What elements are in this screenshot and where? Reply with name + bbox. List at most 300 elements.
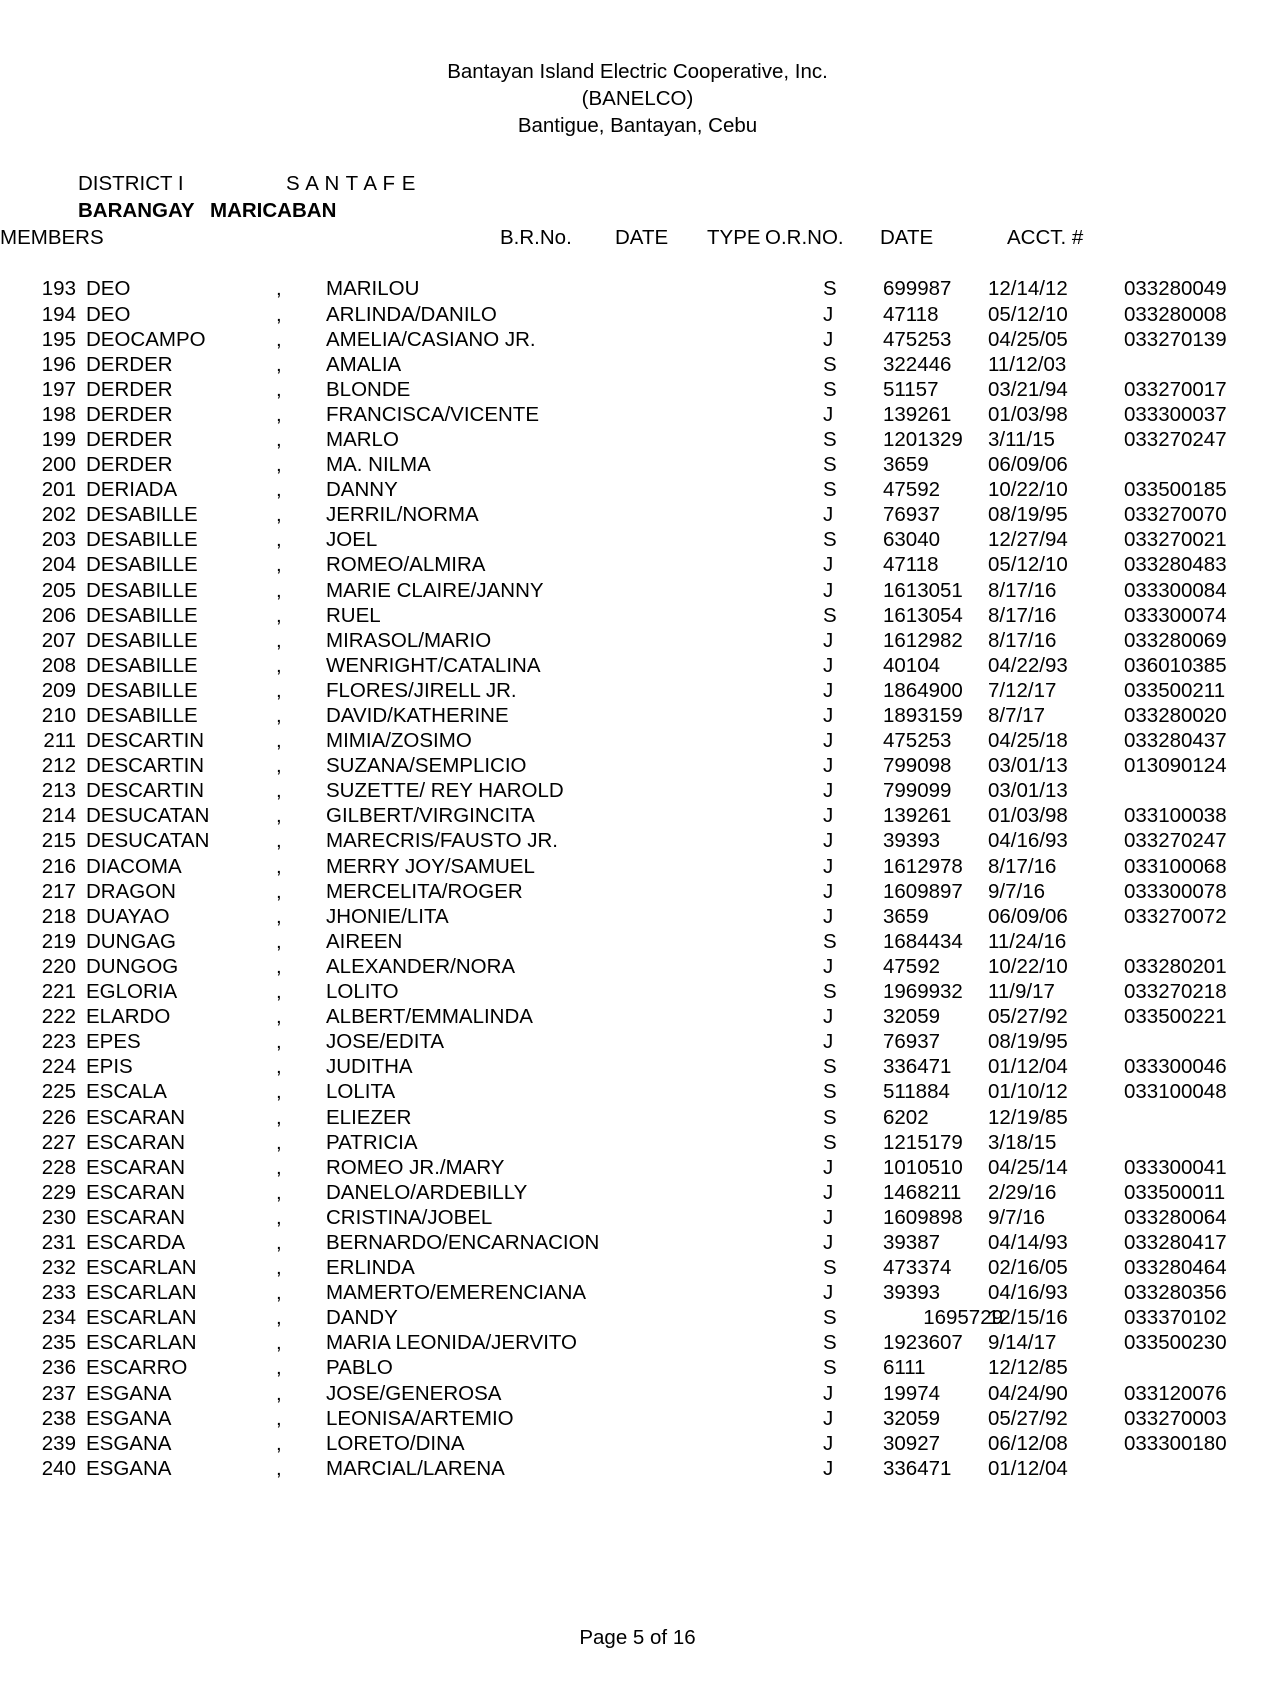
row-or-date: 8/17/16 [988,578,1057,602]
row-or-date: 01/03/98 [988,402,1068,426]
row-orno: 1612982 [883,628,963,652]
row-orno: 30927 [883,1431,941,1455]
row-number: 231 [41,1230,76,1254]
row-number: 218 [41,904,76,928]
row-orno: 47592 [883,478,941,502]
row-or-date: 01/12/04 [988,1055,1068,1079]
row-last-name: DESCARTIN [86,754,205,778]
row-separator: , [276,1456,282,1480]
row-orno: 336471 [883,1456,952,1480]
row-acct: 033300041 [1124,1155,1227,1179]
row-last-name: ESGANA [86,1381,172,1405]
row-or-date: 12/27/94 [988,528,1068,552]
row-first-name: DANDY [326,1306,398,1330]
company-name: Bantayan Island Electric Cooperative, Inc. [447,60,828,83]
row-or-date: 11/9/17 [988,980,1055,1004]
row-type: S [823,1130,837,1154]
row-or-date: 05/27/92 [988,1406,1068,1430]
table-row [38,1156,1275,1181]
row-separator: , [276,980,282,1004]
row-separator: , [276,1005,282,1029]
row-first-name: MARECRIS/FAUSTO JR. [326,829,558,853]
row-separator: , [276,628,282,652]
row-first-name: ROMEO/ALMIRA [326,553,486,577]
row-orno: 475253 [883,327,952,351]
table-row [38,1181,1275,1206]
row-type: S [823,352,837,376]
members-table [0,277,1275,1482]
table-row [38,779,1275,804]
row-first-name: PABLO [326,1356,393,1380]
row-last-name: DRAGON [86,879,176,903]
row-last-name: ESGANA [86,1406,172,1430]
row-acct: 033270139 [1124,327,1227,351]
row-first-name: ELIEZER [326,1105,412,1129]
row-separator: , [276,327,282,351]
row-type: S [823,1055,837,1079]
row-first-name: AMELIA/CASIANO JR. [326,327,536,351]
row-acct: 033100068 [1124,854,1227,878]
row-last-name: ESCARLAN [86,1256,197,1280]
column-header-orno: O.R.NO. [765,226,844,250]
row-first-name: AMALIA [326,352,402,376]
row-first-name: RUEL [326,603,381,627]
table-row [38,1206,1275,1231]
row-acct: 013090124 [1124,754,1227,778]
row-acct: 033280064 [1124,1205,1227,1229]
row-type: J [823,1431,834,1455]
row-first-name: MARCIAL/LARENA [326,1456,505,1480]
row-orno: 1893159 [883,704,963,728]
row-orno: 699987 [883,277,952,301]
company-address: Bantigue, Bantayan, Cebu [517,114,758,138]
row-type: J [823,402,834,426]
row-type: S [823,1256,837,1280]
row-number: 238 [41,1406,76,1430]
row-or-date: 01/12/04 [988,1456,1068,1480]
row-or-date: 04/25/14 [988,1155,1068,1179]
row-last-name: EGLORIA [86,980,178,1004]
row-number: 233 [41,1281,76,1305]
row-number: 237 [41,1381,76,1405]
row-type: S [823,377,837,401]
row-orno: 1215179 [883,1130,963,1154]
table-row [38,428,1275,453]
row-first-name: ALEXANDER/NORA [326,954,516,978]
table-row [38,804,1275,829]
row-type: J [823,578,834,602]
table-row [38,453,1275,478]
row-type: S [823,1105,837,1129]
row-last-name: EPES [86,1030,141,1054]
row-first-name: WENRIGHT/CATALINA [326,653,541,677]
row-orno: 1612978 [883,854,963,878]
table-row [38,1030,1275,1055]
row-last-name: ESCARLAN [86,1281,197,1305]
row-orno: 139261 [883,804,952,828]
table-row [38,403,1275,428]
table-row [38,1306,1275,1331]
row-type: J [823,879,834,903]
row-number: 220 [41,954,76,978]
row-or-date: 04/14/93 [988,1230,1068,1254]
table-row [38,980,1275,1005]
row-acct: 033270021 [1124,528,1227,552]
company-acronym: (BANELCO) [581,87,694,111]
table-row [38,930,1275,955]
row-or-date: 04/22/93 [988,653,1068,677]
row-last-name: ESCARDA [86,1230,186,1254]
row-number: 194 [41,302,76,326]
row-type: S [823,1080,837,1104]
row-first-name: FLORES/JIRELL JR. [326,678,517,702]
row-separator: , [276,1281,282,1305]
row-number: 230 [41,1205,76,1229]
row-type: S [823,453,837,477]
row-type: S [823,277,837,301]
column-header-type: TYPE [707,226,761,250]
table-row [38,604,1275,629]
row-acct: 036010385 [1124,653,1227,677]
row-or-date: 03/01/13 [988,754,1068,778]
row-type: J [823,954,834,978]
row-type: J [823,1381,834,1405]
row-type: J [823,653,834,677]
table-row [38,303,1275,328]
row-orno: 511884 [883,1080,950,1104]
row-separator: , [276,754,282,778]
barangay-name: MARICABAN [210,198,337,222]
row-acct: 033300046 [1124,1055,1227,1079]
row-last-name: DESCARTIN [86,779,205,803]
row-type: J [823,302,834,326]
row-type: J [823,1205,834,1229]
row-separator: , [276,1030,282,1054]
table-row [38,1382,1275,1407]
row-number: 235 [41,1331,76,1355]
row-separator: , [276,553,282,577]
row-type: J [823,1005,834,1029]
row-orno: 6202 [883,1105,929,1129]
row-number: 217 [41,879,76,903]
row-acct: 033280356 [1124,1281,1227,1305]
row-or-date: 02/16/05 [988,1256,1068,1280]
row-type: S [823,528,837,552]
row-orno: 19974 [883,1381,941,1405]
row-number: 208 [41,653,76,677]
table-row [38,955,1275,980]
row-or-date: 10/22/10 [988,478,1068,502]
row-number: 210 [41,704,76,728]
row-separator: , [276,1406,282,1430]
row-number: 193 [41,277,76,301]
row-last-name: DESABILLE [86,704,198,728]
row-orno: 799098 [883,754,952,778]
row-separator: , [276,653,282,677]
row-number: 204 [41,553,76,577]
row-first-name: MARLO [326,427,399,451]
table-row [38,1356,1275,1381]
row-type: J [823,628,834,652]
row-orno: 1864900 [883,678,963,702]
row-acct: 033300078 [1124,879,1227,903]
row-first-name: MARIE CLAIRE/JANNY [326,578,544,602]
row-separator: , [276,1306,282,1330]
row-separator: , [276,1331,282,1355]
row-first-name: JOSE/GENEROSA [326,1381,502,1405]
row-type: S [823,603,837,627]
row-or-date: 08/19/95 [988,1030,1068,1054]
row-last-name: ELARDO [86,1005,171,1029]
row-orno: 336471 [883,1055,952,1079]
row-type: S [823,478,837,502]
row-acct: 033500185 [1124,478,1227,502]
table-row [38,880,1275,905]
table-row [38,729,1275,754]
row-type: S [823,929,837,953]
row-or-date: 01/03/98 [988,804,1068,828]
column-header-date-or: DATE [880,226,934,250]
row-or-date: 9/14/17 [988,1331,1057,1355]
row-first-name: JERRIL/NORMA [326,503,479,527]
row-number: 216 [41,854,76,878]
row-or-date: 01/10/12 [988,1080,1068,1104]
row-acct: 033280464 [1124,1256,1227,1280]
row-type: J [823,1030,834,1054]
row-orno: 799099 [883,779,952,803]
row-orno: 6111 [883,1356,926,1380]
row-last-name: EPIS [86,1055,133,1079]
row-or-date: 8/17/16 [988,603,1057,627]
row-or-date: 04/16/93 [988,1281,1068,1305]
row-first-name: LOLITO [326,980,399,1004]
row-or-date: 7/12/17 [988,678,1057,702]
row-last-name: ESCALA [86,1080,167,1104]
table-row [38,629,1275,654]
row-or-date: 3/11/15 [988,427,1055,451]
row-first-name: LOLITA [326,1080,396,1104]
table-row [38,503,1275,528]
row-acct: 033270017 [1124,377,1227,401]
row-separator: , [276,1080,282,1104]
row-orno: 1684434 [883,929,963,953]
row-or-date: 9/7/16 [988,1205,1045,1229]
row-first-name: FRANCISCA/VICENTE [326,402,539,426]
row-last-name: DESCARTIN [86,729,205,753]
row-separator: , [276,1155,282,1179]
row-or-date: 05/27/92 [988,1005,1068,1029]
row-first-name: ERLINDA [326,1256,415,1280]
row-separator: , [276,729,282,753]
row-last-name: ESGANA [86,1456,172,1480]
row-orno: 39387 [883,1230,941,1254]
row-or-date: 04/24/90 [988,1381,1068,1405]
row-number: 205 [41,578,76,602]
table-row [38,1055,1275,1080]
row-or-date: 8/17/16 [988,628,1057,652]
column-header-brno: B.R.No. [500,226,572,250]
row-or-date: 06/12/08 [988,1431,1068,1455]
row-acct: 033500011 [1124,1180,1226,1204]
row-type: J [823,829,834,853]
row-last-name: DESABILLE [86,603,198,627]
row-first-name: SUZANA/SEMPLICIO [326,754,527,778]
row-type: J [823,1406,834,1430]
row-number: 239 [41,1431,76,1455]
row-last-name: ESCARAN [86,1180,186,1204]
row-orno: 47118 [883,553,939,577]
row-last-name: DIACOMA [86,854,182,878]
row-number: 202 [41,503,76,527]
row-number: 197 [41,377,76,401]
barangay-label: BARANGAY [78,198,195,222]
row-separator: , [276,678,282,702]
row-acct: 033280049 [1124,277,1227,301]
row-first-name: LEONISA/ARTEMIO [326,1406,514,1430]
row-acct: 033120076 [1124,1381,1227,1405]
row-orno: 51157 [883,377,939,401]
table-row [38,1231,1275,1256]
row-or-date: 9/7/16 [988,879,1045,903]
row-separator: , [276,879,282,903]
row-or-date: 11/12/03 [988,352,1067,376]
row-type: J [823,904,834,928]
row-or-date: 2/29/16 [988,1180,1057,1204]
row-or-date: 04/25/05 [988,327,1068,351]
row-separator: , [276,1356,282,1380]
row-number: 228 [41,1155,76,1179]
table-row [38,754,1275,779]
row-type: J [823,754,834,778]
row-number: 211 [43,729,76,753]
row-orno: 1969932 [883,980,963,1004]
row-separator: , [276,1055,282,1079]
row-separator: , [276,1105,282,1129]
row-or-date: 12/12/85 [988,1356,1068,1380]
row-number: 203 [41,528,76,552]
row-first-name: MAMERTO/EMERENCIANA [326,1281,587,1305]
table-row [38,353,1275,378]
row-last-name: DUNGAG [86,929,176,953]
row-separator: , [276,478,282,502]
row-acct: 033270247 [1124,427,1227,451]
page-number: Page 5 of 16 [579,1626,696,1649]
row-separator: , [276,854,282,878]
table-row [38,1281,1275,1306]
document-header [0,58,1275,139]
row-orno: 1468211 [883,1180,962,1204]
row-or-date: 8/17/16 [988,854,1057,878]
row-last-name: DESUCATAN [86,804,210,828]
row-acct: 033280020 [1124,704,1227,728]
document-meta [0,171,1275,224]
row-or-date: 10/22/10 [988,954,1068,978]
row-separator: , [276,277,282,301]
row-or-date: 12/15/16 [988,1306,1068,1330]
row-last-name: DESABILLE [86,503,198,527]
table-row [38,1080,1275,1105]
row-type: J [823,704,834,728]
row-acct: 033270247 [1124,829,1227,853]
row-first-name: MERCELITA/ROGER [326,879,523,903]
row-or-date: 3/18/15 [988,1130,1057,1154]
row-orno: 1613054 [883,603,963,627]
row-last-name: ESCARAN [86,1105,186,1129]
column-header-acct: ACCT. # [1007,226,1084,250]
table-row [38,1457,1275,1482]
row-or-date: 05/12/10 [988,302,1068,326]
row-last-name: DESABILLE [86,628,198,652]
row-last-name: ESGANA [86,1431,172,1455]
row-first-name: ALBERT/EMMALINDA [326,1005,533,1029]
row-acct: 033270003 [1124,1406,1227,1430]
row-type: S [823,980,837,1004]
row-orno: 1695729 [923,1306,1003,1330]
table-column-headers [0,226,1275,254]
table-row [38,277,1275,302]
table-row [38,1131,1275,1156]
row-orno: 475253 [883,729,952,753]
row-number: 224 [41,1055,76,1079]
row-separator: , [276,427,282,451]
row-number: 223 [41,1030,76,1054]
row-last-name: ESCARAN [86,1205,186,1229]
row-type: J [823,729,834,753]
row-number: 232 [41,1256,76,1280]
table-row [38,654,1275,679]
row-orno: 40104 [883,653,941,677]
table-row [38,1005,1275,1030]
district-label: DISTRICT I [78,172,184,196]
row-first-name: JOSE/EDITA [326,1030,445,1054]
row-number: 199 [41,427,76,451]
row-separator: , [276,779,282,803]
row-last-name: DESABILLE [86,553,198,577]
row-last-name: DERDER [86,377,173,401]
row-number: 234 [41,1306,76,1330]
row-first-name: SUZETTE/ REY HAROLD [326,779,564,803]
row-acct: 033500221 [1124,1005,1227,1029]
row-acct: 033280417 [1124,1230,1227,1254]
row-number: 236 [41,1356,76,1380]
row-separator: , [276,1230,282,1254]
row-first-name: MIMIA/ZOSIMO [326,729,472,753]
row-or-date: 04/16/93 [988,829,1068,853]
row-orno: 1010510 [883,1155,963,1179]
row-number: 215 [41,829,76,853]
row-number: 229 [41,1180,76,1204]
row-first-name: JHONIE/LITA [326,904,449,928]
table-row [38,478,1275,503]
column-header-date-br: DATE [615,226,669,250]
row-first-name: PATRICIA [326,1130,418,1154]
table-row [38,829,1275,854]
row-number: 209 [41,678,76,702]
row-acct: 033270072 [1124,904,1227,928]
row-or-date: 05/12/10 [988,553,1068,577]
row-type: J [823,1281,834,1305]
row-separator: , [276,377,282,401]
row-separator: , [276,1381,282,1405]
row-first-name: ARLINDA/DANILO [326,302,497,326]
row-number: 219 [41,929,76,953]
row-orno: 1613051 [883,578,963,602]
row-acct: 033300084 [1124,578,1227,602]
row-or-date: 8/7/17 [988,704,1045,728]
row-last-name: DERDER [86,453,173,477]
page-footer [0,1626,1275,1650]
row-acct: 033100038 [1124,804,1227,828]
